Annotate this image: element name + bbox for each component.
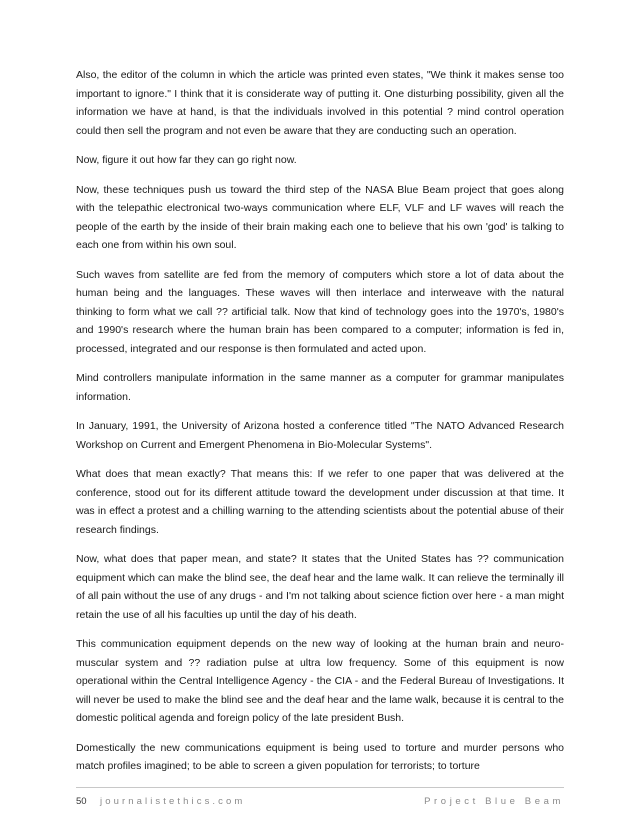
page-number: 50: [76, 796, 87, 807]
paragraph: Domestically the new communications equipment is being used to torture and murder persons who match profiles imagined; to be able to screen a given population for terrorists; to torture: [76, 741, 564, 772]
body-text: [76, 66, 564, 787]
paragraph: In January, 1991, the University of Arizona hosted a conference titled "The NATO Advanced Research Workshop on Current and Emergent Phenomena in Bio-Molecular Systems".: [76, 420, 564, 451]
paragraph: What does that mean exactly? That means this: If we refer to one paper that was delivered at the conference, stood out for its different attitude toward the development under discussion at that time. It was in effect a protest and a chilling warning to the attending scientists about the potential abuse of their research findings.: [76, 468, 564, 536]
page-footer: [76, 794, 564, 810]
paragraph: Now, figure it out how far they can go right now.: [76, 154, 297, 166]
footer-site: journalistethics.com: [100, 796, 246, 807]
paragraph: Now, these techniques push us toward the third step of the NASA Blue Beam project that goes along with the telepathic electronical two-ways communication where ELF, VLF and LF waves will reach the people of the earth by the inside of their brain making each one to believe that his own 'god' is talking to each one from within his own soul.: [76, 183, 564, 251]
paragraph: Mind controllers manipulate information in the same manner as a computer for grammar manipulates information.: [76, 372, 564, 403]
paragraph: Now, what does that paper mean, and state? It states that the United States has ?? communication equipment which can make the blind see, the deaf hear and the lame walk. It can relieve the terminally ill of all pain without the use of any drugs - and I'm not talking about science fiction over here - a man might retain the use of all his faculties up until the day of his death.: [76, 553, 564, 621]
footer-document-title: Project Blue Beam: [424, 796, 564, 807]
paragraph: Such waves from satellite are fed from the memory of computers which store a lot of data about the human being and the languages. These waves will then interlace and interweave with the natural thinking to form what we call ?? artificial talk. Now that kind of technology goes into the 1970's, 1980's and 1990's research where the human brain has been compared to a computer; information is fed in, processed, integrated and our response is then formulated and acted upon.: [76, 268, 564, 355]
footer-divider: [76, 787, 564, 788]
paragraph: Also, the editor of the column in which the article was printed even states, "We think it makes sense too important to ignore." I think that it is considerate way of putting it. One disturbing possibility, given all the information we have at hand, is that the individuals involved in this potential ? mind control operation could then sell the program and not even be aware that they are conducting such an operation.: [76, 69, 564, 137]
paragraph: This communication equipment depends on the new way of looking at the human brain and neuro-muscular system and ?? radiation pulse at ultra low frequency. Some of this equipment is now operational within the Central Intelligence Agency - the CIA - and the Federal Bureau of Investigations. It will never be used to make the blind see and the deaf hear and the lame walk, because it is central to the domestic political agenda and foreign policy of the late president Bush.: [76, 638, 564, 724]
